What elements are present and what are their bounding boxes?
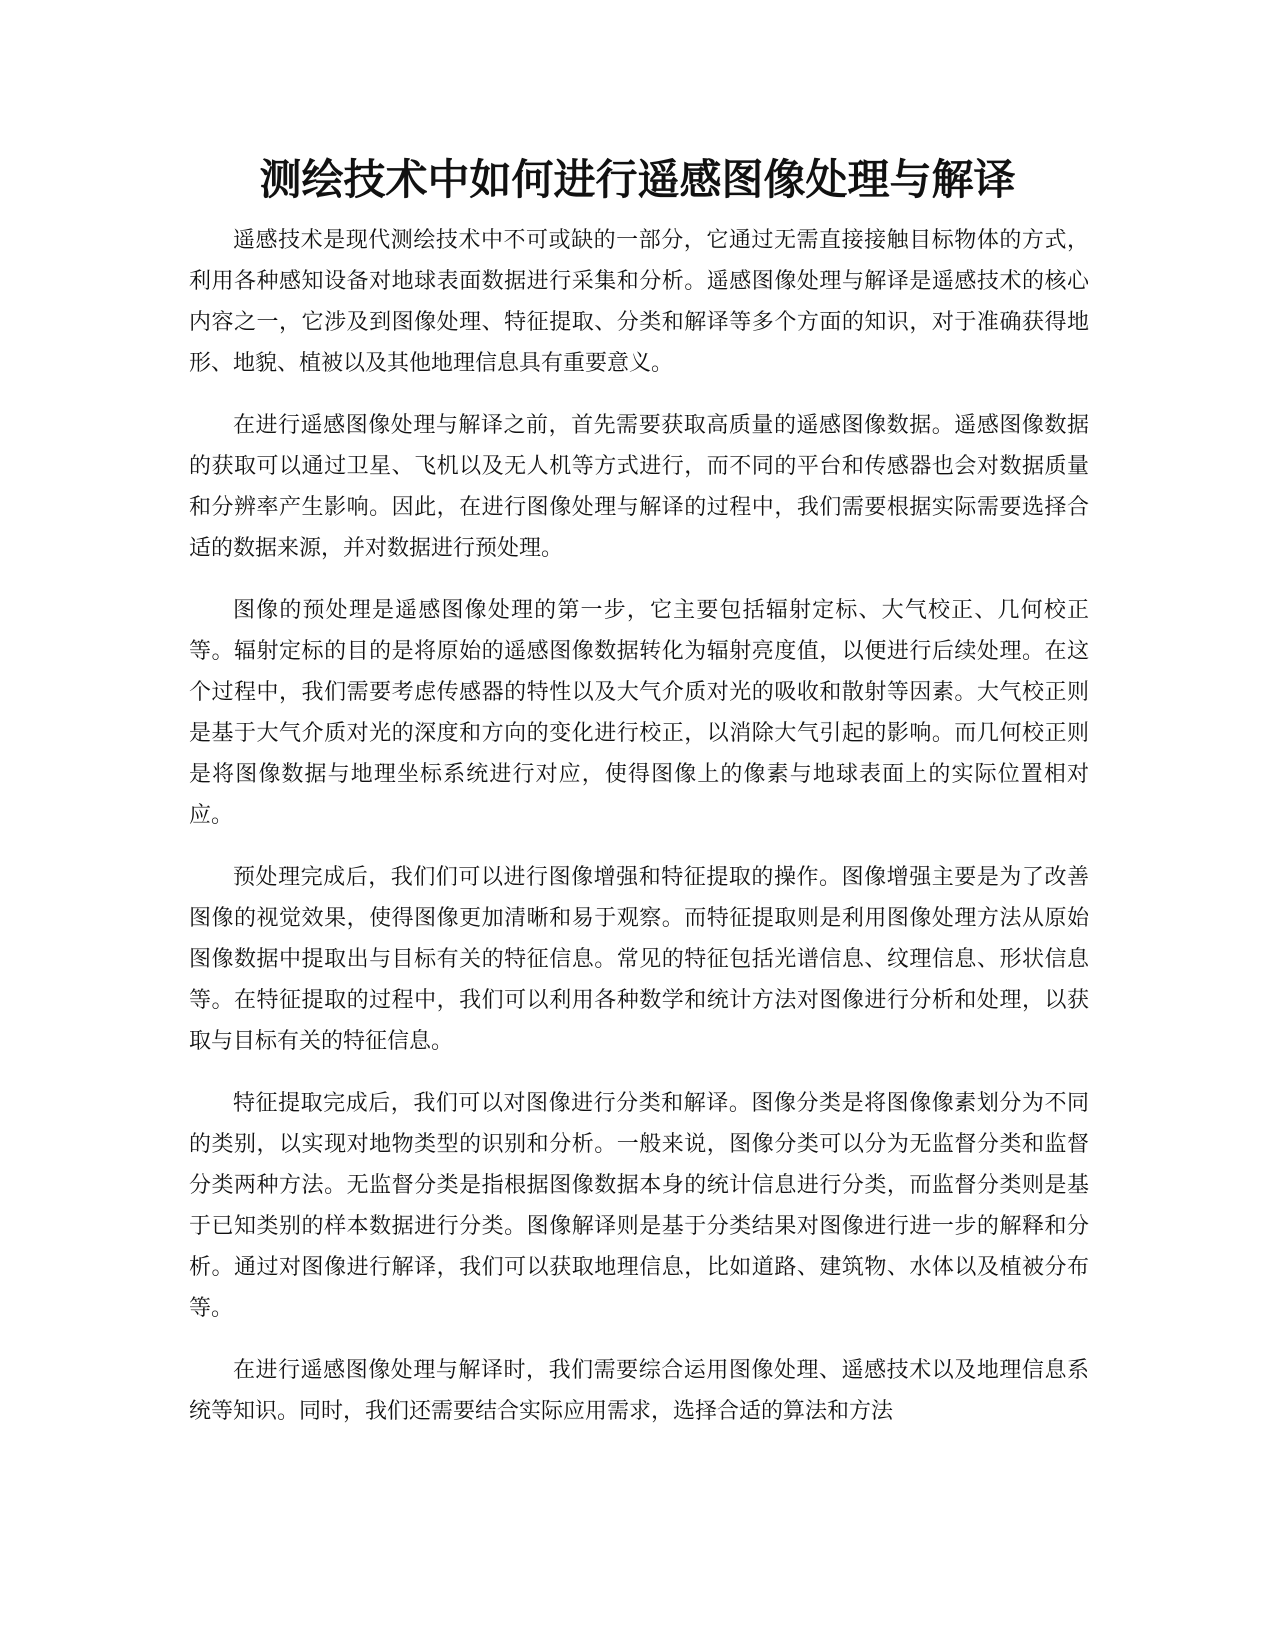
- paragraph-2: 在进行遥感图像处理与解译之前，首先需要获取高质量的遥感图像数据。遥感图像数据的获取可以通过卫星、飞机以及无人机等方式进行，而不同的平台和传感器也会对数据质量和分辨率产生影响。因此，在进行图像处理与解译的过程中，我们需要根据实际需要选择合适的数据来源，并对数据进行预处理。: [189, 413, 1089, 561]
- paragraph-5: 特征提取完成后，我们可以对图像进行分类和解译。图像分类是将图像像素划分为不同的类别，以实现对地物类型的识别和分析。一般来说，图像分类可以分为无监督分类和监督分类两种方法。无监督分类是指根据图像数据本身的统计信息进行分类，而监督分类则是基于已知类别的样本数据进行分类。图像解译则是基于分类结果对图像进行进一步的解释和分析。通过对图像进行解译，我们可以获取地理信息，比如道路、建筑物、水体以及植被分布等。: [189, 1091, 1089, 1321]
- document-body: [189, 220, 1089, 1453]
- document-title: 测绘技术中如何进行遥感图像处理与解译: [259, 155, 1016, 204]
- paragraph-1: 遥感技术是现代测绘技术中不可或缺的一部分，它通过无需直接接触目标物体的方式，利用各种感知设备对地球表面数据进行采集和分析。遥感图像处理与解译是遥感技术的核心内容之一，它涉及到图像处理、特征提取、分类和解译等多个方面的知识，对于准确获得地形、地貌、植被以及其他地理信息具有重要意义。: [189, 228, 1089, 376]
- paragraph-6: 在进行遥感图像处理与解译时，我们需要综合运用图像处理、遥感技术以及地理信息系统等知识。同时，我们还需要结合实际应用需求，选择合适的算法和方法: [189, 1358, 1089, 1424]
- paragraph-4: 预处理完成后，我们们可以进行图像增强和特征提取的操作。图像增强主要是为了改善图像的视觉效果，使得图像更加清晰和易于观察。而特征提取则是利用图像处理方法从原始图像数据中提取出与目标有关的特征信息。常见的特征包括光谱信息、纹理信息、形状信息等。在特征提取的过程中，我们可以利用各种数学和统计方法对图像进行分析和处理，以获取与目标有关的特征信息。: [189, 865, 1089, 1054]
- paragraph-3: 图像的预处理是遥感图像处理的第一步，它主要包括辐射定标、大气校正、几何校正等。辐射定标的目的是将原始的遥感图像数据转化为辐射亮度值，以便进行后续处理。在这个过程中，我们需要考虑传感器的特性以及大气介质对光的吸收和散射等因素。大气校正则是基于大气介质对光的深度和方向的变化进行校正，以消除大气引起的影响。而几何校正则是将图像数据与地理坐标系统进行对应，使得图像上的像素与地球表面上的实际位置相对应。: [189, 598, 1089, 828]
